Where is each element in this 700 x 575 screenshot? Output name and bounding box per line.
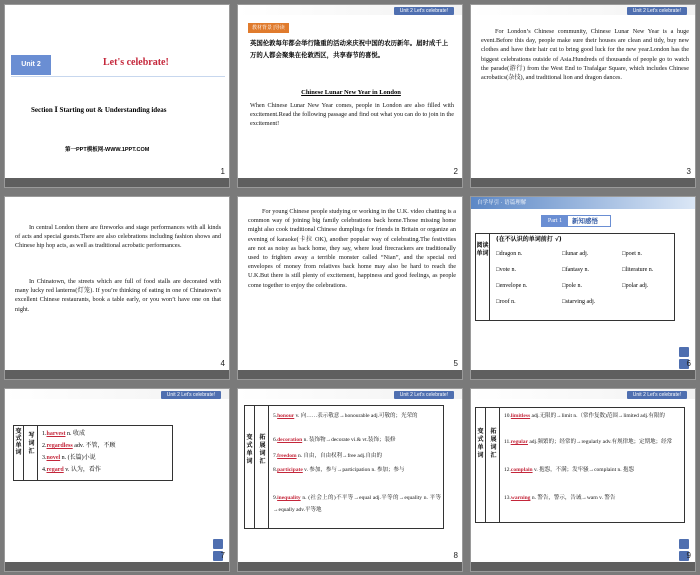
background-tag: 教材背景 |导读 — [248, 23, 289, 33]
slide-thumbnail-2[interactable] — [237, 4, 463, 188]
table-side-label: 变式单词 — [476, 408, 486, 522]
slide-footer — [238, 370, 462, 379]
passage-heading: Chinese Lunar New Year in London — [301, 89, 401, 96]
slide-footer — [5, 562, 229, 571]
slide-header — [471, 5, 695, 15]
vocab-item: 4.regard v. 认为，看作 — [42, 467, 101, 473]
vocab-cell: □roof n. — [496, 299, 516, 305]
slide-footer — [238, 562, 462, 571]
slide-number: 9 — [686, 551, 691, 560]
passage-text-2: In Chinatown, the streets which are full of food stalls are decorated with many lucky red lanterns(灯笼). If you’re thinking of eating in one of Chinatown’s excellent Chinese restaurants, book a table early, or you won’t have one on that night. — [15, 278, 221, 313]
chinese-intro: 英国伦敦每年都会举行隆重的活动来庆祝中国的农历新年。届时成千上万的人都会聚集在伦敦西区，共享春节的喜悦。 — [250, 39, 449, 59]
part-number: Part 1 — [542, 216, 568, 226]
table-sub-label: 写词汇 — [26, 426, 38, 480]
unit-badge: Unit 2 — [11, 55, 51, 75]
vocab-item: 3.novel n. (长篇)小说 — [42, 455, 96, 461]
table-side-label: 阅读单词 — [476, 234, 490, 320]
vocab-table — [244, 405, 444, 529]
vocab-cell: □polar adj. — [622, 283, 649, 289]
slide-footer — [471, 178, 695, 187]
slide-number: 6 — [686, 359, 691, 368]
vocab-item: 5.honour v. 向……表示敬意→honourable adj.可敬的；光荣的 — [273, 413, 418, 419]
unit-banner — [11, 53, 225, 77]
vocab-item: 12.complain v. 抱怨，不满；发牢骚→complaint n. 抱怨 — [504, 467, 634, 473]
slide-header — [238, 389, 462, 399]
vocab-cell: □poet n. — [622, 251, 642, 257]
slide-footer — [238, 178, 462, 187]
vocab-item: 13.warning n. 警告，警示，告诫→warn v. 警告 — [504, 495, 616, 501]
slide-thumbnail-5[interactable] — [237, 196, 463, 380]
vocab-item: 10.limitless adj.无限的→limit n.（常作复数)范围→limited adj.有限的 — [504, 413, 665, 419]
slide-thumbnail-8[interactable] — [237, 388, 463, 572]
slide-thumbnail-1[interactable] — [4, 4, 230, 188]
header-tab: Unit 2 Let's celebrate! — [161, 391, 221, 399]
table-sub-label: 拓展词汇 — [257, 406, 269, 528]
slide-header — [5, 389, 229, 399]
passage-text: For young Chinese people studying or working in the U.K. video chatting is a common way of joining big family celebrations back home.Those missing home might also cook traditional Chinese dumplings for friends in Britain or organize an evening of karaoke(卡拉 OK), another popular way of celebrating.The festivities are not as noisy as back home, they say, where loud firecrackers are traditionally used to frighten away a terrible monster called “Nian”, and the special red envelopes of money from relatives back home may also be hard to reach the U.K.But there is still plenty of excitement, happiness and good feelings, as people come together to enjoy the celebrations. — [248, 208, 456, 289]
slide-number: 8 — [453, 551, 458, 560]
vocab-cell: □starving adj. — [562, 299, 596, 305]
vocab-cell: □vote n. — [496, 267, 516, 273]
vocab-item: 9.inequality n. (社会上的)不平等→equal adj.平等的→equality n. 平等→equally adv.平等地 — [273, 495, 441, 513]
header-tab: Unit 2 Let's celebrate! — [394, 7, 454, 15]
header-tab: Unit 2 Let's celebrate! — [627, 391, 687, 399]
slide-thumbnail-7[interactable] — [4, 388, 230, 572]
vocab-cell: □pole n. — [562, 283, 582, 289]
slide-number: 1 — [220, 167, 225, 176]
vocab-item: 7.freedom n. 自由，自由权利→free adj.自由的 — [273, 453, 382, 459]
slide-footer — [471, 370, 695, 379]
slide-thumbnail-6[interactable] — [470, 196, 696, 380]
part-banner — [541, 215, 611, 227]
slide-thumbnail-4[interactable] — [4, 196, 230, 380]
slide-number: 2 — [453, 167, 458, 176]
slide-thumbnail-3[interactable] — [470, 4, 696, 188]
slide-number: 3 — [686, 167, 691, 176]
vocab-item: 1.harvest n. 收成 — [42, 431, 86, 437]
table-side-label: 变式单词 — [245, 406, 255, 528]
passage-text: For London’s Chinese community, Chinese Lunar New Year is a huge event.Before this day, people make sure their houses are clean and tidy, buy new clothes and have their hair cut to bring good luck for the new year.London has the biggest celebrations outside of Asia.Hundreds of thousands of people go to watch the parade(游行) from the West End to Trafalgar Square, which includes Chinese acrobatics(杂技), and traditional lion and dragon dances. — [481, 28, 689, 82]
slide-number: 5 — [453, 359, 458, 368]
vocab-table — [475, 233, 675, 321]
vocab-cell: □envelope n. — [496, 283, 528, 289]
vocab-item: 2.regardless adv. 不管，不顾 — [42, 443, 116, 449]
slide-title: Let's celebrate! — [103, 57, 169, 68]
section-bar — [471, 197, 695, 209]
vocab-item: 8.participate v. 参加，参与→participation n. 参加；参与 — [273, 467, 405, 473]
vocab-table — [13, 425, 173, 481]
slide-thumbnail-9[interactable] — [470, 388, 696, 572]
part-title: 新知感悟 — [572, 217, 598, 225]
vocab-cell: □fantasy n. — [562, 267, 589, 273]
website-subtitle: 第一PPT模板网-WWW.1PPT.COM — [65, 147, 150, 153]
slide-number: 4 — [220, 359, 225, 368]
header-tab: Unit 2 Let's celebrate! — [627, 7, 687, 15]
section-bar-label: 自学导引 · 语篇理解 — [477, 200, 527, 206]
table-side-label: 变式单词 — [14, 426, 24, 480]
slide-number: 7 — [220, 551, 225, 560]
section-heading: Section Ⅰ Starting out & Understanding ideas — [31, 106, 167, 114]
vocab-item: 11.regular adj.频繁的；经常的→regularly adv.有规律地；定期地；经常 — [504, 439, 673, 445]
vocab-cell: □literature n. — [622, 267, 654, 273]
header-tab: Unit 2 Let's celebrate! — [394, 391, 454, 399]
table-prompt: (在不认识的单词前打 √) — [496, 236, 562, 243]
slide-footer — [471, 562, 695, 571]
vocab-cell: □dragon n. — [496, 251, 523, 257]
slide-footer — [5, 178, 229, 187]
table-sub-label: 拓展词汇 — [488, 408, 500, 522]
vocab-item: 6.decoration n. 装饰物→decorate vi.& vt.装饰；装修 — [273, 437, 396, 443]
slide-footer — [5, 370, 229, 379]
intro-text: When Chinese Lunar New Year comes, people in London are also filled with excitement.Read the following passage and find out what you can do to join in the excitement! — [250, 102, 454, 128]
slide-header — [471, 389, 695, 399]
vocab-cell: □lunar adj. — [562, 251, 589, 257]
passage-text: In central London there are fireworks and stage performances with all kinds of acts and special guests.There are also celebrations including fashion shows and Chinese hip hop acts, as well as traditional acrobatic performances. — [15, 224, 221, 250]
slide-header — [238, 5, 462, 15]
vocab-table — [475, 407, 685, 523]
